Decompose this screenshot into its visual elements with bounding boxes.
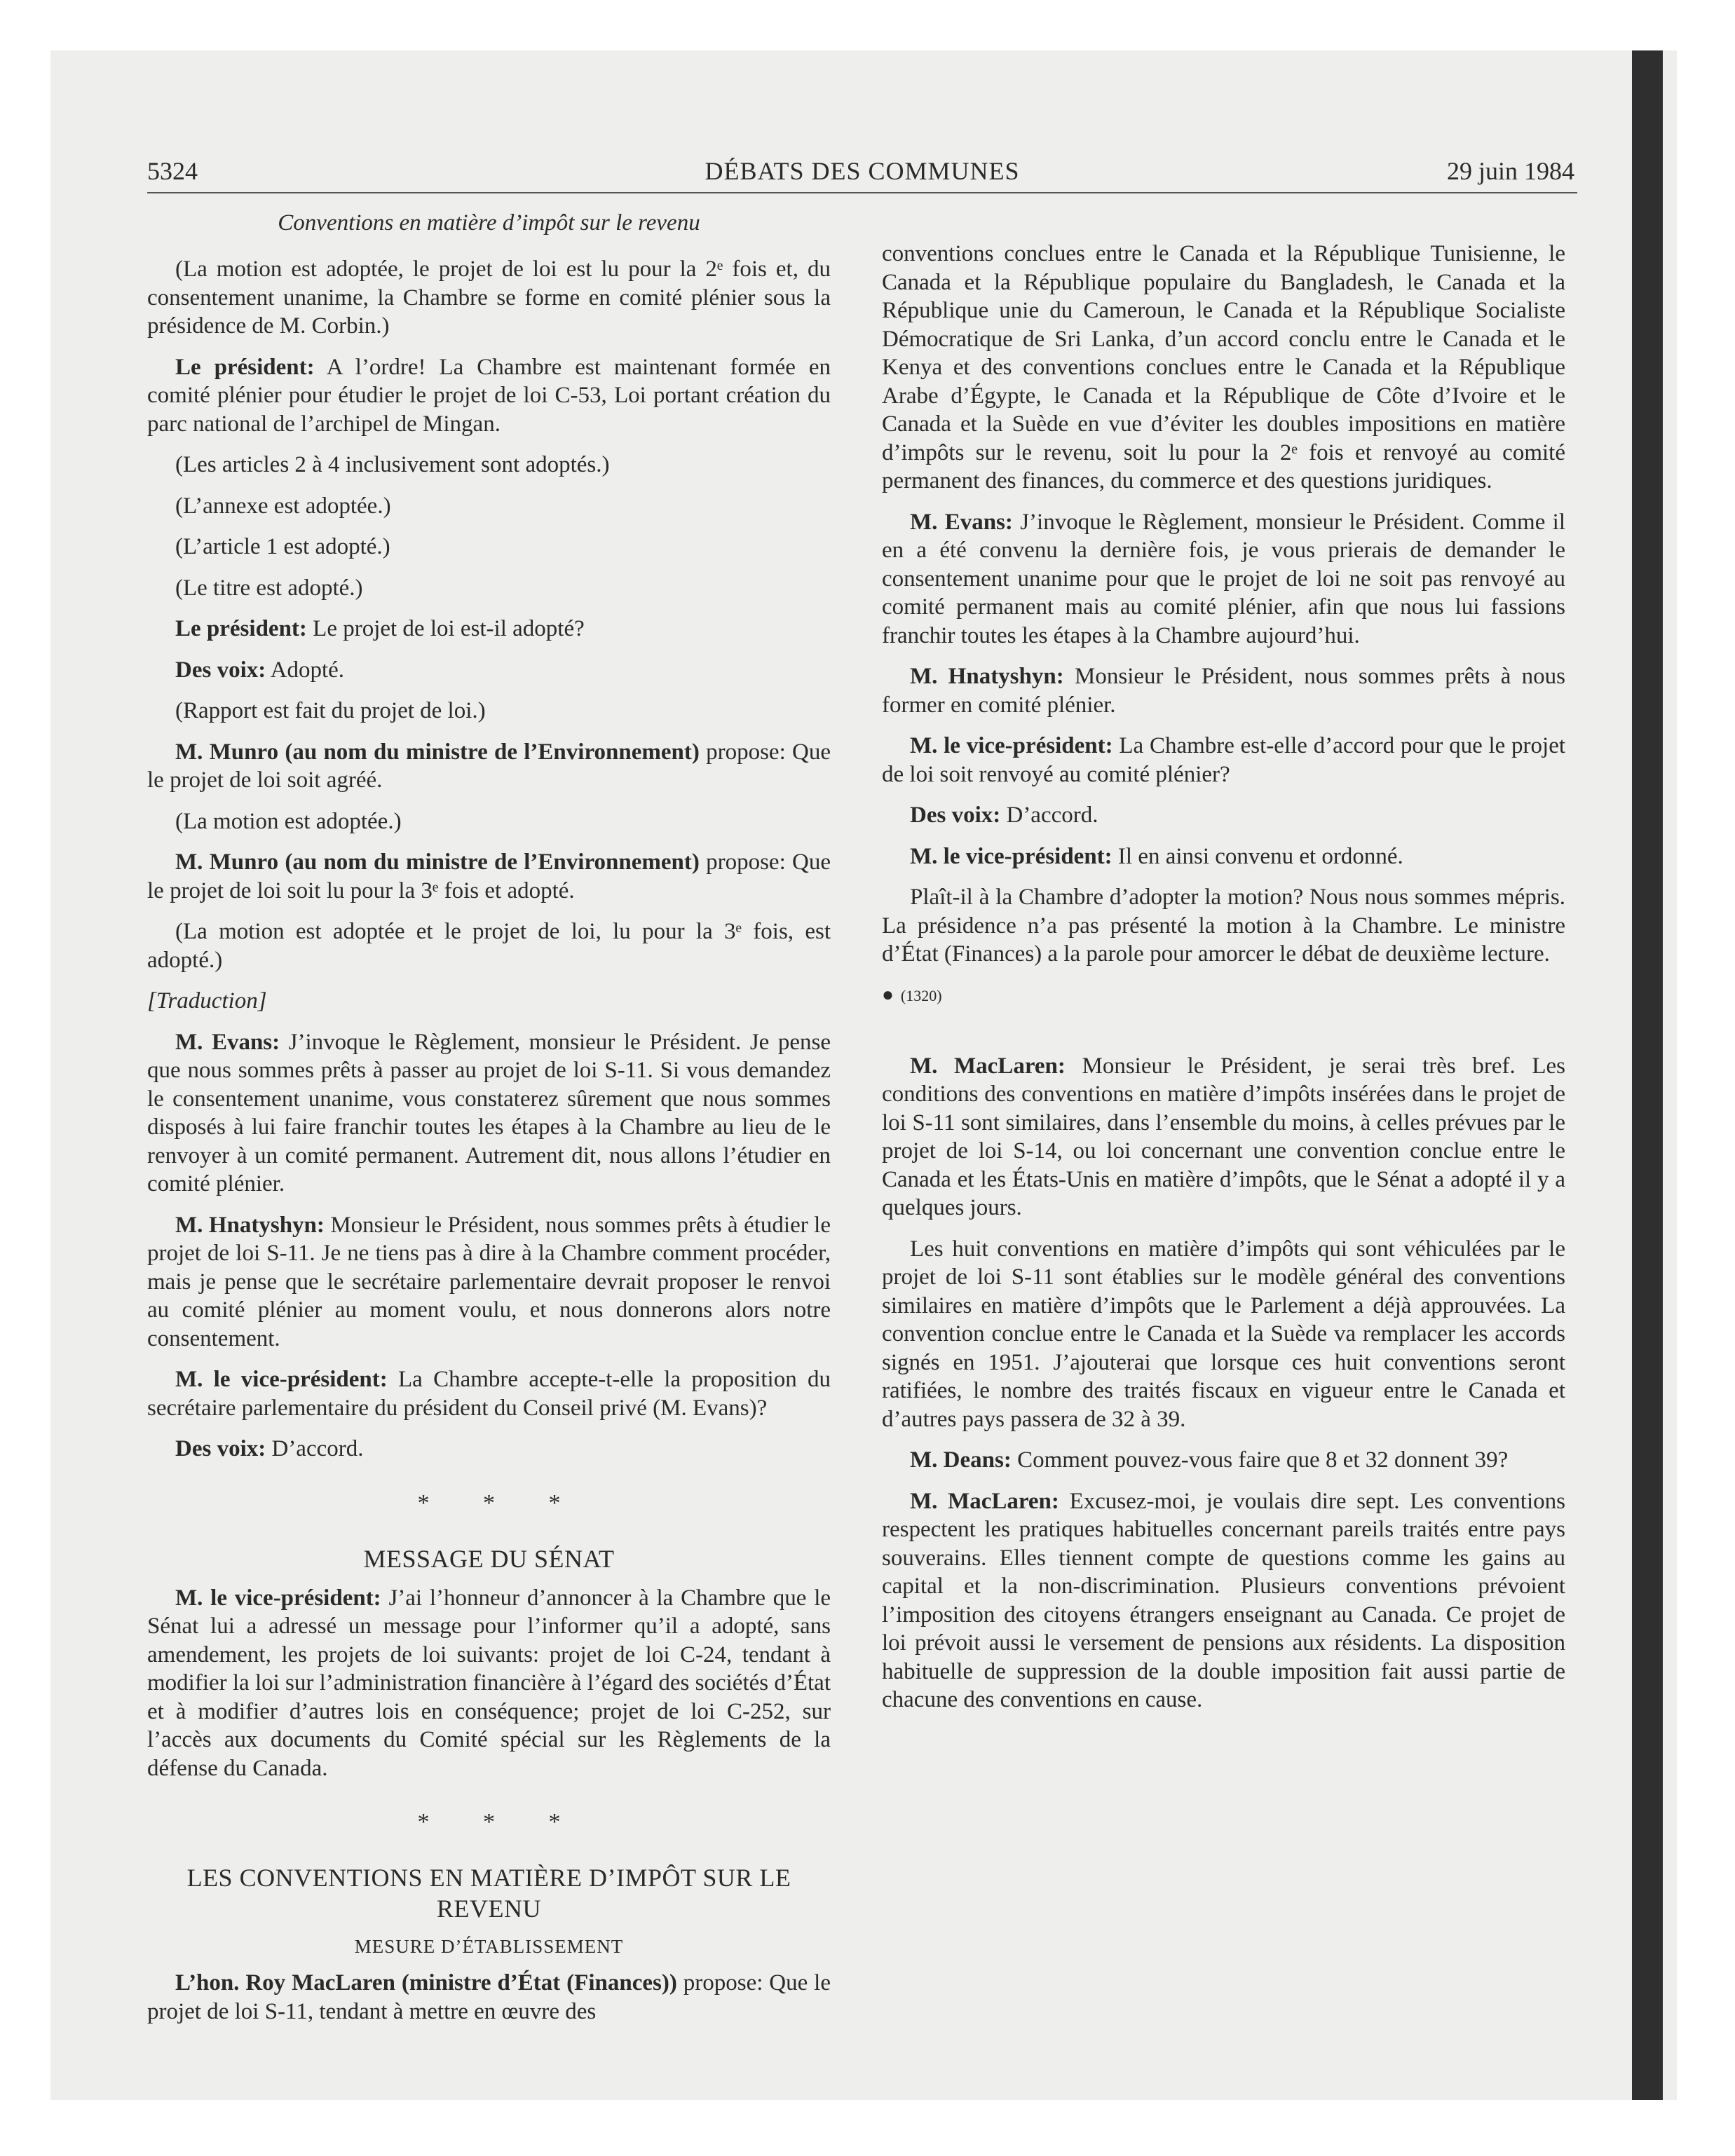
- paragraph: M. le vice-président: La Chambre est-elle d’accord pour que le projet de loi soit renvoyé au comité plénier?: [882, 733, 1566, 787]
- section-heading: MESSAGE DU SÉNAT: [363, 1544, 615, 1573]
- translation-note: [Traduction]: [147, 988, 267, 1014]
- time-marker: [882, 981, 1565, 1010]
- right-column: [882, 240, 1565, 1727]
- header-rule: [147, 192, 1577, 193]
- section-separator: * * *: [417, 1809, 585, 1835]
- paragraph: Les huit conventions en matière d’impôts qui sont véhiculées par le projet de loi S-11 sont établies sur le modèle général des conventions similaires en matière d’impôts que le Parlement a déjà approuvées. La convention conclue entre le Canada et la Suède va remplacer les accords signés en 1951. J’ajouterai que lorsque ces huit conventions seront ratifiées, le nombre des traités fiscaux en vigueur entre le Canada et d’autres pays passera de 32 à 39.: [882, 1236, 1565, 1432]
- paragraph: M. Munro (au nom du ministre de l’Environnement) propose: Que le projet de loi soit lu pour la 3ᵉ fois et adopté.: [147, 850, 831, 903]
- speaker-name: Des voix:: [175, 657, 266, 683]
- paragraph: Le président: Le projet de loi est-il adopté?: [175, 616, 585, 641]
- speaker-name: L’hon. Roy MacLaren (ministre d’État (Finances)): [175, 1970, 677, 1995]
- page-number: 5324: [147, 157, 198, 185]
- binding-edge: [1632, 50, 1663, 2100]
- hansard-page: [147, 154, 1577, 2089]
- speaker-name: Des voix:: [910, 803, 1001, 828]
- paragraph: M. le vice-président: La Chambre accepte-t-elle la proposition du secrétaire parlementaire du président du Conseil privé (M. Evans)?: [147, 1367, 831, 1421]
- paragraph: L’hon. Roy MacLaren (ministre d’État (Finances)) propose: Que le projet de loi S-11, tendant à mettre en œuvre des: [147, 1970, 831, 2024]
- paragraph: conventions conclues entre le Canada et la République Tunisienne, le Canada et la République populaire du Bangladesh, le Canada et la République unie du Cameroun, le Canada et la République Socialiste Démocratique de Sri Lanka, d’un accord conclu entre le Canada et le Kenya et des conventions conclues entre le Canada et la République Arabe d’Égypte, le Canada et la République de Côte d’Ivoire et le Canada et la Suède en vue d’éviter les doubles impositions en matière d’impôts sur le revenu, soit lu pour la 2ᵉ fois et renvoyé au comité permanent des finances, du commerce et des questions juridiques.: [882, 241, 1565, 493]
- paragraph: (Le titre est adopté.): [175, 575, 363, 601]
- paragraph: (Rapport est fait du projet de loi.): [175, 698, 486, 723]
- time-stamp: (1320): [900, 986, 942, 1004]
- speaker-name: M. Munro (au nom du ministre de l’Environnement): [175, 739, 700, 765]
- paragraph: Des voix: Adopté.: [175, 657, 345, 683]
- speaker-name: M. le vice-président:: [910, 843, 1113, 869]
- running-head: [147, 154, 1577, 188]
- paragraph: (La motion est adoptée, le projet de loi est lu pour la 2ᵉ fois et, du consentement unanime, la Chambre se forme en comité plénier sous la présidence de M. Corbin.): [147, 257, 831, 339]
- speaker-name: M. Evans:: [910, 509, 1013, 535]
- paragraph: M. le vice-président: J’ai l’honneur d’annoncer à la Chambre que le Sénat lui a adressé un message pour l’informer qu’il a adopté, sans amendement, les projets de loi suivants: projet de loi C-24, tendant à modifier la loi sur l’administration financière à l’égard des sociétés d’État et à modifier d’autres lois en conséquence; projet de loi C-252, sur l’accès aux documents du Comité spécial sur les Règlements de la défense du Canada.: [147, 1585, 831, 1781]
- speaker-name: M. MacLaren:: [910, 1053, 1066, 1079]
- paragraph: M. Evans: J’invoque le Règlement, monsieur le Président. Comme il en a été convenu la dernière fois, je vous prierais de demander le consentement unanime pour que le projet de loi ne soit pas renvoyé au comité permanent mais au comité plénier, afin que nous lui fassions franchir toutes les étapes à la Chambre aujourd’hui.: [882, 509, 1566, 648]
- speaker-name: M. Deans:: [910, 1447, 1012, 1473]
- section-subheading: MESURE D’ÉTABLISSEMENT: [354, 1936, 624, 1957]
- paragraph: Le président: A l’ordre! La Chambre est maintenant formée en comité plénier pour étudier le projet de loi C-53, Loi portant création du parc national de l’archipel de Mingan.: [147, 354, 831, 437]
- section-separator: * * *: [417, 1489, 585, 1516]
- speaker-name: Des voix:: [175, 1436, 266, 1461]
- paragraph: M. MacLaren: Excusez-moi, je voulais dire sept. Les conventions respectent les pratiques habituelles concernant pareils traités entre pays souverains. Elles tiennent compte de questions comme les gains au capital et la non-discrimination. Plusieurs conventions prévoient l’imposition des citoyens étrangers enseignant au Canada. Ce projet de loi prévoit aussi le versement de pensions aux résidents. La disposition habituelle de suppression de la double imposition fait aussi partie de chacune des conventions en cause.: [882, 1488, 1565, 1712]
- paragraph: (La motion est adoptée.): [175, 808, 402, 834]
- speaker-name: M. Hnatyshyn:: [910, 664, 1064, 689]
- speaker-name: M. MacLaren:: [910, 1488, 1059, 1514]
- paragraph: M. Munro (au nom du ministre de l’Environnement) propose: Que le projet de loi soit agréé.: [147, 739, 831, 793]
- speaker-name: M. le vice-président:: [175, 1367, 388, 1392]
- paragraph: M. Deans: Comment pouvez-vous faire que 8 et 32 donnent 39?: [910, 1447, 1509, 1473]
- paragraph: M. Hnatyshyn: Monsieur le Président, nous sommes prêts à nous former en comité plénier.: [882, 664, 1565, 718]
- paragraph: Plaît-il à la Chambre d’adopter la motion? Nous nous sommes mépris. La présidence n’a pas présenté la motion à la Chambre. Le ministre d’État (Finances) a la parole pour amorcer le débat de deuxième lecture.: [882, 885, 1565, 967]
- subject-heading: Conventions en matière d’impôt sur le revenu: [278, 210, 700, 236]
- paragraph: (La motion est adoptée et le projet de loi, lu pour la 3ᵉ fois, est adopté.): [147, 919, 831, 973]
- speaker-name: Le président:: [175, 616, 307, 641]
- paragraph: (L’article 1 est adopté.): [175, 534, 390, 559]
- bullet-icon: ●: [882, 983, 894, 1006]
- paragraph: Des voix: D’accord.: [910, 803, 1098, 828]
- paragraph: M. Evans: J’invoque le Règlement, monsieur le Président. Je pense que nous sommes prêts à passer au projet de loi S-11. Si vous demandez le consentement unanime, vous constaterez sûrement que nous sommes disposés à lui faire franchir toutes les étapes à la Chambre au lieu de le renvoyer à un comité permanent. Autrement dit, nous allons l’étudier en comité plénier.: [147, 1029, 831, 1196]
- speaker-name: M. Evans:: [175, 1029, 280, 1055]
- left-column: [147, 209, 831, 2038]
- section-heading: LES CONVENTIONS EN MATIÈRE D’IMPÔT SUR LE REVENU: [186, 1864, 791, 1923]
- paragraph: Des voix: D’accord.: [175, 1436, 364, 1461]
- paragraph: M. MacLaren: Monsieur le Président, je serai très bref. Les conditions des conventions en matière d’impôts insérées dans le projet de loi S-11 sont similaires, dans l’ensemble du moins, à celles prévues par le projet de loi S-14, ou loi concernant une convention conclue entre le Canada et les États-Unis en matière d’impôts, que le Sénat a adopté il y a quelques jours.: [882, 1053, 1565, 1220]
- page-date: 29 juin 1984: [1446, 157, 1574, 185]
- speaker-name: M. Munro (au nom du ministre de l’Environnement): [175, 850, 700, 875]
- speaker-name: Le président:: [175, 354, 315, 380]
- speaker-name: M. Hnatyshyn:: [175, 1212, 325, 1238]
- paragraph: M. le vice-président: Il en ainsi convenu et ordonné.: [910, 843, 1403, 869]
- paragraph: M. Hnatyshyn: Monsieur le Président, nous sommes prêts à étudier le projet de loi S-11. Je ne tiens pas à dire à la Chambre comment procéder, mais je pense que le secrétaire parlementaire devrait proposer le renvoi au comité plénier au moment voulu, et nous donnerons alors notre consentement.: [147, 1212, 831, 1351]
- paragraph: (Les articles 2 à 4 inclusivement sont adoptés.): [175, 452, 610, 477]
- speaker-name: M. le vice-président:: [910, 733, 1113, 758]
- publication-title: DÉBATS DES COMMUNES: [705, 157, 1020, 185]
- paragraph: (L’annexe est adoptée.): [175, 493, 391, 519]
- speaker-name: M. le vice-président:: [175, 1585, 381, 1611]
